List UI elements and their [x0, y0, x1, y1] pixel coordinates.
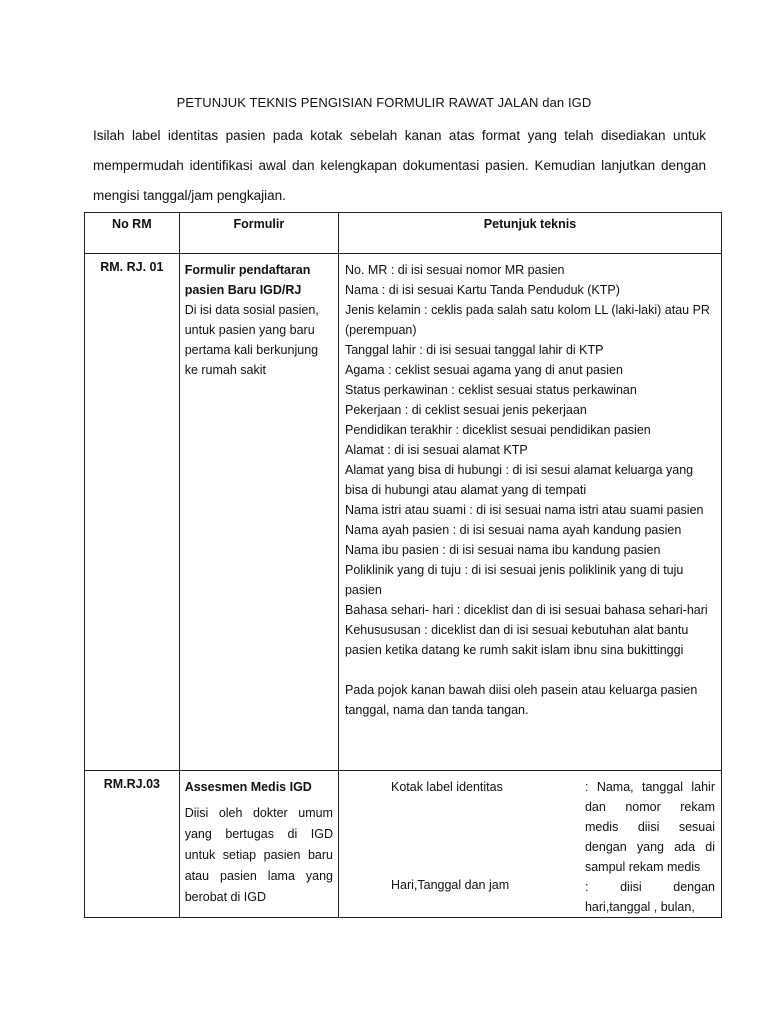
instruction-line: Jenis kelamin : ceklis pada salah satu kolom LL (laki-laki) atau PR (perempuan) [344, 303, 710, 337]
instruction-line: Nama istri atau suami : di isi sesuai nama istri atau suami pasien [344, 503, 704, 517]
instruction-line: Nama ibu pasien : di isi sesuai nama ibu kandung pasien [344, 543, 661, 557]
instruction-line: Tanggal lahir : di isi sesuai tanggal lahir di KTP [344, 343, 604, 357]
instruction-note: Pada pojok kanan bawah diisi oleh pasein atau keluarga pasien tanggal, nama dan tanda tangan. [344, 683, 698, 717]
header-petunjuk: Petunjuk teknis [338, 213, 721, 254]
item-text: : Nama, tanggal lahir dan nomor rekam medis diisi sesuai dengan yang ada di sampul rekam medis [584, 780, 715, 874]
form-title: Formulir pendaftaran pasien Baru IGD/RJ [184, 263, 311, 297]
instruction-line: Kehusususan : diceklist dan di isi sesuai kebutuhan alat bantu pasien ketika datang ke rumh sakit islam ibnu sina bukittinggi [344, 623, 689, 657]
item-text: : diisi dengan hari,tanggal , bulan, [584, 880, 715, 914]
header-no-rm: No RM [85, 213, 180, 254]
form-description: Di isi data sosial pasien, untuk pasien yang baru pertama kali berkunjung ke rumah sakit [184, 303, 319, 377]
form-title: Assesmen Medis IGD [184, 780, 312, 794]
instructions-table [84, 212, 722, 918]
instruction-line: Agama : ceklist sesuai agama yang di anut pasien [344, 363, 623, 377]
rm-number: RM.RJ.03 [85, 771, 180, 918]
form-cell [179, 254, 338, 771]
header-formulir: Formulir [179, 213, 338, 254]
table-row [85, 771, 722, 918]
form-description: Diisi oleh dokter umum yang bertugas di IGD untuk setiap pasien baru atau pasien lama yang berobat di IGD [184, 806, 333, 904]
instruction-line: Pekerjaan : di ceklist sesuai jenis pekerjaan [344, 403, 587, 417]
instruction-line: Alamat : di isi sesuai alamat KTP [344, 443, 528, 457]
instructions-cell [338, 254, 721, 771]
instruction-line: Bahasa sehari- hari : diceklist dan di isi sesuai bahasa sehari-hari [344, 603, 708, 617]
spacer [345, 660, 715, 680]
intro-text: Isilah label identitas pasien pada kotak sebelah kanan atas format yang telah disediakan untuk mempermudah identifikasi awal dan kelengkapan dokumentasi pasien. Kemudian lanjutkan dengan mengisi tanggal/jam pengkajian. [93, 128, 706, 203]
instruction-line: Alamat yang bisa di hubungi : di isi sesui alamat keluarga yang bisa di hubungi atau alamat yang di tempati [344, 463, 694, 497]
instructions-cell [338, 771, 721, 918]
instruction-line: No. MR : di isi sesuai nomor MR pasien [344, 263, 565, 277]
instruction-line: Nama : di isi sesuai Kartu Tanda Penduduk (KTP) [344, 283, 620, 297]
item-label: Hari,Tanggal dan jam [390, 878, 510, 892]
rm-number: RM. RJ. 01 [85, 254, 180, 771]
table-row [85, 254, 722, 771]
instruction-line: Poliklinik yang di tuju : di isi sesuai jenis poliklinik yang di tuju pasien [344, 563, 684, 597]
instruction-line: Pendidikan terakhir : diceklist sesuai pendidikan pasien [344, 423, 651, 437]
instruction-line: Nama ayah pasien : di isi sesuai nama ayah kandung pasien [344, 523, 682, 537]
intro-paragraph [93, 121, 706, 211]
form-cell [179, 771, 338, 918]
identity-grid [391, 777, 715, 917]
item-label: Kotak label identitas [390, 780, 503, 794]
table-header-row [85, 213, 722, 254]
instruction-line: Status perkawinan : ceklist sesuai status perkawinan [344, 383, 637, 397]
page-title: PETUNJUK TEKNIS PENGISIAN FORMULIR RAWAT JALAN dan IGD [176, 95, 592, 110]
